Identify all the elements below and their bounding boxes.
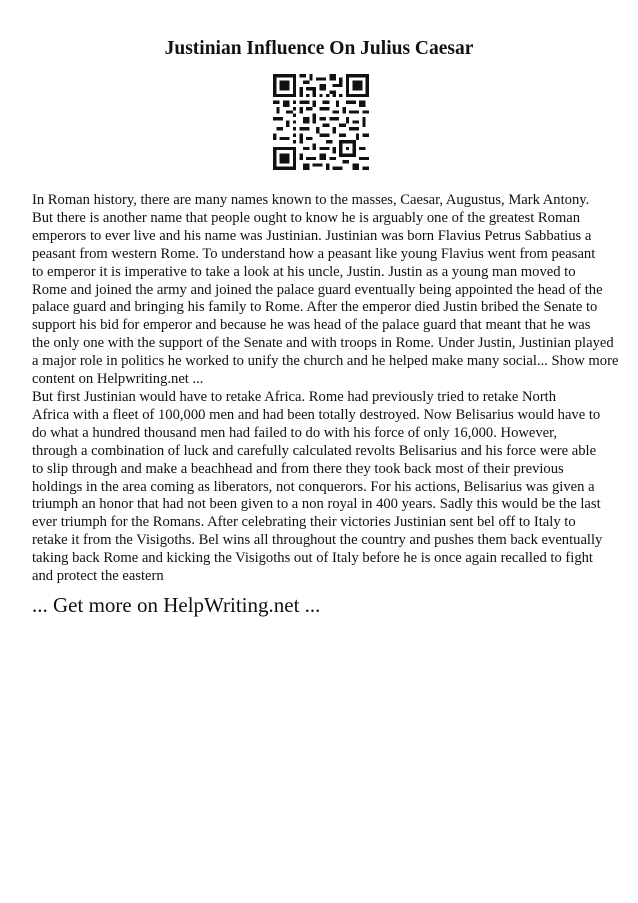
text-line: But first Justinian would have to retake Africa. Rome had previously tried to retake North xyxy=(32,389,557,405)
text-line: to slip through and make a beachhead and from there they took back most of their previous xyxy=(32,460,564,477)
text-line: peasant from western Rome. To understand how a peasant like young Flavius went from peasant xyxy=(32,245,596,262)
text-line: support his bid for emperor and because he was head of the palace guard that meant that he was xyxy=(32,317,591,334)
text-line: retake it from the Visigoths. Bel wins all throughout the country and pushes them back eventually xyxy=(32,532,603,549)
qr-code-icon xyxy=(273,74,369,170)
text-line: content on Helpwriting.net ... xyxy=(32,371,204,388)
text-line: Africa with a fleet of 100,000 men and had been totally destroyed. Now Belisarius would have to xyxy=(32,406,601,423)
text-line: the only one with the support of the Senate and with troops in Rome. Under Justin, Justinian played xyxy=(32,335,614,352)
text-line: In Roman history, there are many names known to the masses, Caesar, Augustus, Mark Antony. xyxy=(32,192,590,208)
text-line: a major role in politics he worked to unify the church and he helped make many social... Show more xyxy=(32,353,619,370)
text-line: to emperor it is imperative to take a look at his uncle, Justin. Justin as a young man moved to xyxy=(32,263,576,280)
text-line: and protect the eastern xyxy=(32,568,164,585)
get-more-link[interactable]: ... Get more on HelpWriting.net ... xyxy=(32,593,321,617)
text-line: Rome and joined the army and joined the palace guard eventually being appointed the head of the xyxy=(32,281,603,298)
qr-code-graphic xyxy=(273,74,369,170)
text-line: But there is another name that people ought to know he is arguably one of the greatest Roman xyxy=(32,209,581,226)
paragraph-2 xyxy=(32,389,632,586)
text-line: holdings in the area coming as liberators, not conquerors. For his actions, Belisarius was given a xyxy=(32,478,595,495)
text-line: taking back Rome and kicking the Visigoths out of Italy before he is once again recalled to fight xyxy=(32,550,593,567)
text-line: palace guard and bringing his family to Rome. After the emperor died Justin bribed the Senate to xyxy=(32,299,598,316)
text-line: do what a hundred thousand men had failed to do with his force of only 16,000. However, xyxy=(32,424,558,441)
document-title: Justinian Influence On Julius Caesar xyxy=(164,38,474,59)
text-line: triumph an honor that had not been given to a non royal in 400 years. Sadly this would be the last xyxy=(32,496,601,513)
text-line: ever triumph for the Romans. After celebrating their victories Justinian sent bel off to Italy to xyxy=(32,514,576,531)
paragraph-1 xyxy=(32,192,632,389)
text-line: through a combination of luck and carefully calculated revolts Belisarius and his force were able xyxy=(32,442,597,459)
text-line: emperors to ever live and his name was Justinian. Justinian was born Flavius Petrus Sabbatius a xyxy=(32,227,592,244)
